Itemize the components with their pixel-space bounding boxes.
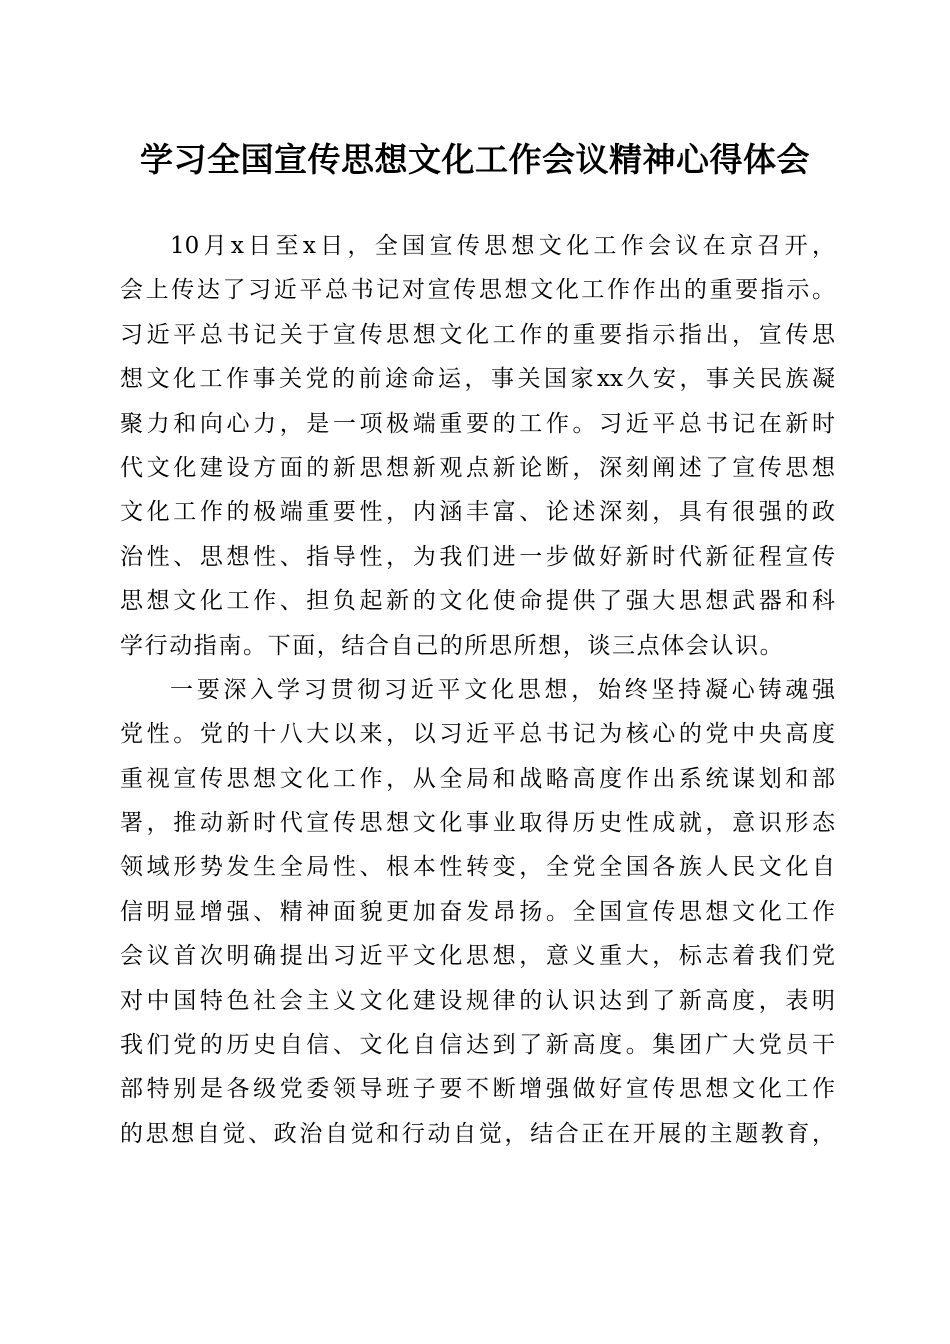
- paragraph-2-line-10: 部特别是各级党委领导班子要不断增强做好宣传思想文化工作: [120, 1076, 835, 1103]
- paragraph-2-line-6: 信明显增强、精神面貌更加奋发昂扬。全国宣传思想文化工作: [120, 898, 835, 925]
- paragraph-2-line-11: 的思想自觉、政治自觉和行动自觉，结合正在开展的主题教育，: [120, 1120, 835, 1147]
- paragraph-2-line-5: 领域形势发生全局性、根本性转变，全党全国各族人民文化自: [120, 854, 835, 881]
- paragraph-1-line-10: 学行动指南。下面，结合自己的所思所想，谈三点体会认识。: [120, 632, 785, 659]
- paragraph-2-line-3: 重视宣传思想文化工作，从全局和战略高度作出系统谋划和部: [120, 765, 835, 792]
- paragraph-1-line-7: 文化工作的极端重要性，内涵丰富、论述深刻，具有很强的政: [120, 499, 835, 526]
- paragraph-2-line-8: 对中国特色社会主义文化建设规律的认识达到了新高度，表明: [120, 987, 835, 1014]
- paragraph-1-line-9: 思想文化工作、担负起新的文化使命提供了强大思想武器和科: [120, 588, 835, 615]
- paragraph-1-line-8: 治性、思想性、指导性，为我们进一步做好新时代新征程宣传: [120, 543, 835, 570]
- paragraph-2-line-7: 会议首次明确提出习近平文化思想，意义重大，标志着我们党: [120, 943, 835, 970]
- document-title: 学习全国宣传思想文化工作会议精神心得体会: [140, 140, 810, 179]
- paragraph-2-line-2: 党性。党的十八大以来，以习近平总书记为核心的党中央高度: [120, 721, 835, 748]
- paragraph-1-line-2: 会上传达了习近平总书记对宣传思想文化工作作出的重要指示。: [120, 277, 835, 304]
- paragraph-2-line-1: 一要深入学习贯彻习近平文化思想，始终坚持凝心铸魂强: [170, 676, 835, 703]
- document-body: [120, 224, 835, 1156]
- paragraph-1-line-5: 聚力和向心力，是一项极端重要的工作。习近平总书记在新时: [120, 410, 835, 437]
- paragraph-1-line-4: 想文化工作事关党的前途命运，事关国家xx久安，事关民族凝: [120, 366, 835, 393]
- paragraph-2-line-4: 署，推动新时代宣传思想文化事业取得历史性成就，意识形态: [120, 810, 835, 837]
- paragraph-1-line-6: 代文化建设方面的新思想新观点新论断，深刻阐述了宣传思想: [120, 454, 835, 481]
- paragraph-1-line-3: 习近平总书记关于宣传思想文化工作的重要指示指出，宣传思: [120, 321, 835, 348]
- paragraph-2-line-9: 我们党的历史自信、文化自信达到了新高度。集团广大党员干: [120, 1032, 835, 1059]
- paragraph-1-line-1: 10月x日至x日，全国宣传思想文化工作会议在京召开，: [170, 233, 835, 259]
